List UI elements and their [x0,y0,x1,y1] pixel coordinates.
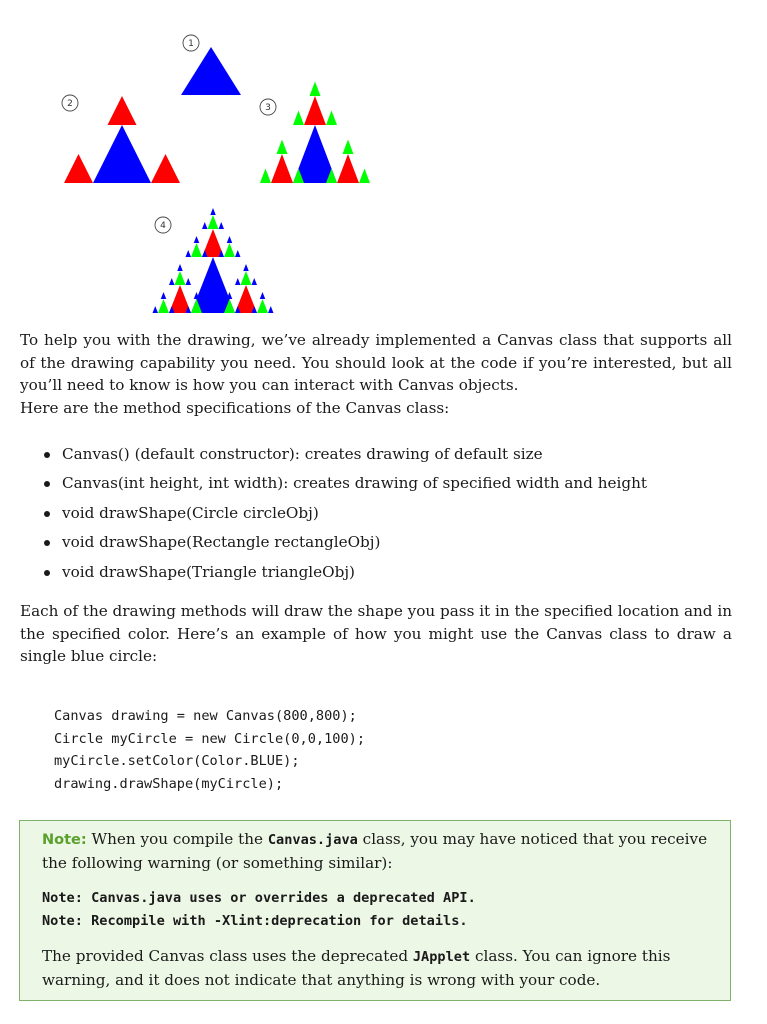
intro-section [20,329,732,419]
triangle [260,292,266,299]
triangle [243,264,249,271]
method-item: void drawShape(Circle circleObj) [40,499,647,528]
triangle [337,154,359,183]
code-line: myCircle.setColor(Color.BLUE); [54,753,300,769]
note-filename: Canvas.java [267,832,358,848]
stage-3-label: 3 [265,103,271,114]
specs-lead: Here are the method specifications of the Canvas class: [20,398,450,417]
triangle [108,96,137,125]
triangle [277,140,288,155]
intro-paragraph: To help you with the drawing, we’ve already implemented a Canvas class that supports all of the drawing capability you need. You should look at the code if you’re interested, but all you’ll need to know is how you can interact with Canvas objects. [20,331,732,394]
stage-3-diagram [260,82,370,184]
triangle [208,215,219,229]
note-text: class. You can ignore this warning, and it does not indicate that anything is wrong with your code. [42,947,671,989]
triangle [257,299,268,313]
code-line: Canvas drawing = new Canvas(800,800); [54,708,357,724]
method-item: void drawShape(Rectangle rectangleObj) [40,528,647,557]
triangle [326,111,337,126]
triangle [64,154,93,183]
example-section [20,600,732,668]
stage-4-label: 4 [160,221,166,232]
warning-line: Note: Recompile with -Xlint:deprecation for details. [42,913,468,929]
triangle [186,250,192,257]
method-list [40,440,647,587]
triangle [235,250,241,257]
note-text: When you compile the [86,830,268,848]
triangle [271,154,293,183]
triangle [252,278,258,285]
triangle [177,264,183,271]
note-box [19,820,731,1001]
triangle [304,96,326,125]
method-item: void drawShape(Triangle triangleObj) [40,558,647,587]
code-line: Circle myCircle = new Circle(0,0,100); [54,730,365,747]
warning-line: Note: Canvas.java uses or overrides a deprecated API. [42,890,476,906]
stage-4-diagram [153,208,274,313]
triangle [169,278,175,285]
warning-output [42,887,476,933]
triangle [293,111,304,126]
triangle [219,222,225,229]
stage-2-label: 2 [67,99,73,110]
triangle [202,222,208,229]
triangle [186,278,192,285]
triangle [241,271,252,285]
note-text: The provided Canvas class uses the deprecated [42,947,413,965]
note-intro [42,828,710,874]
stage-1-label: 1 [188,39,194,50]
method-item: Canvas(int height, int width): creates drawing of specified width and height [40,469,647,498]
sierpinski-figure [0,0,767,320]
triangle [191,243,202,257]
triangle [158,299,169,313]
triangle [161,292,167,299]
triangle [227,236,233,243]
triangle [93,125,151,183]
stage-2-triangles [64,96,180,183]
code-example [54,705,365,795]
triangle [175,271,186,285]
note-label: Note: [42,832,87,848]
stage-1-diagram [181,35,241,95]
stage-2-diagram [62,95,180,183]
triangle [224,243,235,257]
triangle [310,82,321,97]
code-line: drawing.drawShape(myCircle); [54,775,284,792]
triangle [210,208,216,215]
note-classname: JApplet [412,949,471,965]
note-text: class, you may have noticed that you receive the following warning (or something similar): [42,830,708,872]
triangle [153,306,159,313]
triangle [268,306,274,313]
note-conclusion [42,945,710,991]
triangle [235,278,241,285]
method-item: Canvas() (default constructor): creates drawing of default size [40,440,647,469]
stage-3-triangles [260,82,370,184]
triangle [260,169,271,184]
triangle [343,140,354,155]
example-paragraph: Each of the drawing methods will draw the shape you pass it in the specified location and in the specified color. Here’s an example of how you might use the Canvas class to draw a single blue circle: [20,602,732,665]
triangle [194,236,200,243]
stage-1-triangle [181,47,241,95]
triangle [151,154,180,183]
triangle [359,169,370,184]
